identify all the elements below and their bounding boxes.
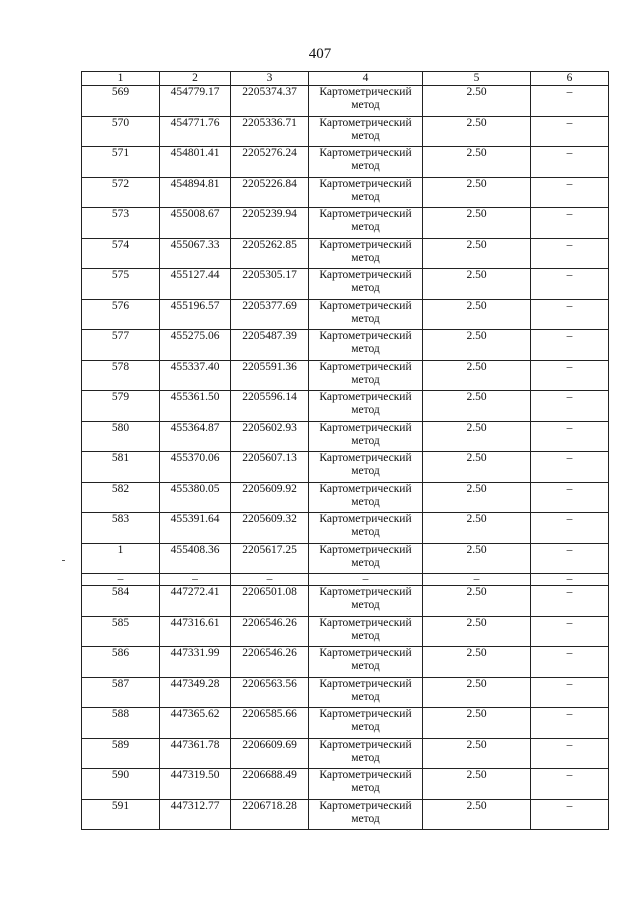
table-row [82, 647, 609, 678]
note-cell: – [531, 238, 609, 269]
x-coordinate-cell: 454894.81 [160, 177, 231, 208]
header-col-6: 6 [531, 72, 609, 86]
header-col-5: 5 [423, 72, 531, 86]
table-row [82, 513, 609, 544]
accuracy-cell: 2.50 [423, 269, 531, 300]
note-cell: – [531, 421, 609, 452]
note-cell: – [531, 147, 609, 178]
x-coordinate-cell: 455361.50 [160, 391, 231, 422]
point-number-cell: 580 [82, 421, 160, 452]
y-coordinate-cell: 2205607.13 [231, 452, 309, 483]
point-number-cell: 573 [82, 208, 160, 239]
point-number-cell: 590 [82, 769, 160, 800]
x-coordinate-cell: 455337.40 [160, 360, 231, 391]
y-coordinate-cell: 2206688.49 [231, 769, 309, 800]
accuracy-cell: 2.50 [423, 330, 531, 361]
accuracy-cell: – [423, 574, 531, 586]
note-cell: – [531, 738, 609, 769]
accuracy-cell: 2.50 [423, 360, 531, 391]
x-coordinate-cell: 447272.41 [160, 586, 231, 617]
table-row [82, 360, 609, 391]
y-coordinate-cell: 2205602.93 [231, 421, 309, 452]
y-coordinate-cell: 2205377.69 [231, 299, 309, 330]
table-row [82, 738, 609, 769]
note-cell: – [531, 574, 609, 586]
note-cell: – [531, 391, 609, 422]
note-cell: – [531, 360, 609, 391]
y-coordinate-cell: 2205617.25 [231, 543, 309, 574]
method-cell: Картометрический метод [309, 360, 423, 391]
point-number-cell: – [82, 574, 160, 586]
point-number-cell: 572 [82, 177, 160, 208]
note-cell: – [531, 647, 609, 678]
x-coordinate-cell: 447319.50 [160, 769, 231, 800]
y-coordinate-cell: 2206563.56 [231, 677, 309, 708]
x-coordinate-cell: 447331.99 [160, 647, 231, 678]
method-cell: Картометрический метод [309, 452, 423, 483]
accuracy-cell: 2.50 [423, 391, 531, 422]
method-cell: Картометрический метод [309, 421, 423, 452]
note-cell: – [531, 116, 609, 147]
method-cell: Картометрический метод [309, 482, 423, 513]
accuracy-cell: 2.50 [423, 482, 531, 513]
method-cell: Картометрический метод [309, 738, 423, 769]
point-number-cell: 578 [82, 360, 160, 391]
point-number-cell: 574 [82, 238, 160, 269]
accuracy-cell: 2.50 [423, 616, 531, 647]
accuracy-cell: 2.50 [423, 238, 531, 269]
y-coordinate-cell: 2205305.17 [231, 269, 309, 300]
accuracy-cell: 2.50 [423, 708, 531, 739]
x-coordinate-cell: 455008.67 [160, 208, 231, 239]
point-number-cell: 575 [82, 269, 160, 300]
note-cell: – [531, 513, 609, 544]
x-coordinate-cell: 455364.87 [160, 421, 231, 452]
x-coordinate-cell: 447349.28 [160, 677, 231, 708]
table-row [82, 269, 609, 300]
point-number-cell: 570 [82, 116, 160, 147]
x-coordinate-cell: 447312.77 [160, 799, 231, 830]
method-cell: Картометрический метод [309, 86, 423, 117]
table-row [82, 543, 609, 574]
header-col-3: 3 [231, 72, 309, 86]
point-number-cell: 588 [82, 708, 160, 739]
x-coordinate-cell: 447365.62 [160, 708, 231, 739]
method-cell: – [309, 574, 423, 586]
method-cell: Картометрический метод [309, 147, 423, 178]
table-row [82, 677, 609, 708]
method-cell: Картометрический метод [309, 769, 423, 800]
method-cell: Картометрический метод [309, 586, 423, 617]
table-row [82, 799, 609, 830]
note-cell: – [531, 616, 609, 647]
point-number-cell: 591 [82, 799, 160, 830]
note-cell: – [531, 86, 609, 117]
point-number-cell: 583 [82, 513, 160, 544]
accuracy-cell: 2.50 [423, 452, 531, 483]
note-cell: – [531, 482, 609, 513]
point-number-cell: 585 [82, 616, 160, 647]
accuracy-cell: 2.50 [423, 647, 531, 678]
note-cell: – [531, 543, 609, 574]
accuracy-cell: 2.50 [423, 421, 531, 452]
x-coordinate-cell: 455196.57 [160, 299, 231, 330]
note-cell: – [531, 299, 609, 330]
accuracy-cell: 2.50 [423, 543, 531, 574]
coordinates-table [81, 71, 609, 830]
table-row [82, 586, 609, 617]
table-body [82, 86, 609, 830]
x-coordinate-cell: – [160, 574, 231, 586]
x-coordinate-cell: 455067.33 [160, 238, 231, 269]
y-coordinate-cell: 2206501.08 [231, 586, 309, 617]
note-cell: – [531, 677, 609, 708]
x-coordinate-cell: 447361.78 [160, 738, 231, 769]
stray-mark [62, 560, 65, 561]
point-number-cell: 576 [82, 299, 160, 330]
point-number-cell: 569 [82, 86, 160, 117]
table-row [82, 147, 609, 178]
method-cell: Картометрический метод [309, 116, 423, 147]
method-cell: Картометрический метод [309, 616, 423, 647]
note-cell: – [531, 269, 609, 300]
note-cell: – [531, 330, 609, 361]
x-coordinate-cell: 455127.44 [160, 269, 231, 300]
point-number-cell: 579 [82, 391, 160, 422]
point-number-cell: 584 [82, 586, 160, 617]
method-cell: Картометрический метод [309, 513, 423, 544]
y-coordinate-cell: 2205262.85 [231, 238, 309, 269]
method-cell: Картометрический метод [309, 177, 423, 208]
y-coordinate-cell: 2205239.94 [231, 208, 309, 239]
y-coordinate-cell: 2206546.26 [231, 616, 309, 647]
x-coordinate-cell: 455391.64 [160, 513, 231, 544]
y-coordinate-cell: 2205374.37 [231, 86, 309, 117]
table-row [82, 391, 609, 422]
point-number-cell: 589 [82, 738, 160, 769]
accuracy-cell: 2.50 [423, 586, 531, 617]
y-coordinate-cell: 2205336.71 [231, 116, 309, 147]
note-cell: – [531, 586, 609, 617]
method-cell: Картометрический метод [309, 677, 423, 708]
y-coordinate-cell: 2205276.24 [231, 147, 309, 178]
accuracy-cell: 2.50 [423, 177, 531, 208]
y-coordinate-cell: 2205609.32 [231, 513, 309, 544]
table-row [82, 177, 609, 208]
accuracy-cell: 2.50 [423, 769, 531, 800]
x-coordinate-cell: 454779.17 [160, 86, 231, 117]
x-coordinate-cell: 454771.76 [160, 116, 231, 147]
y-coordinate-cell: 2205596.14 [231, 391, 309, 422]
y-coordinate-cell: 2206546.26 [231, 647, 309, 678]
accuracy-cell: 2.50 [423, 799, 531, 830]
method-cell: Картометрический метод [309, 708, 423, 739]
table-row [82, 86, 609, 117]
header-col-1: 1 [82, 72, 160, 86]
table-row [82, 208, 609, 239]
accuracy-cell: 2.50 [423, 86, 531, 117]
y-coordinate-cell: 2205591.36 [231, 360, 309, 391]
method-cell: Картометрический метод [309, 299, 423, 330]
accuracy-cell: 2.50 [423, 116, 531, 147]
y-coordinate-cell: 2205487.39 [231, 330, 309, 361]
header-col-4: 4 [309, 72, 423, 86]
y-coordinate-cell: – [231, 574, 309, 586]
point-number-cell: 582 [82, 482, 160, 513]
y-coordinate-cell: 2206718.28 [231, 799, 309, 830]
note-cell: – [531, 708, 609, 739]
table-row [82, 616, 609, 647]
table-row [82, 482, 609, 513]
method-cell: Картометрический метод [309, 208, 423, 239]
point-number-cell: 587 [82, 677, 160, 708]
point-number-cell: 1 [82, 543, 160, 574]
x-coordinate-cell: 455408.36 [160, 543, 231, 574]
point-number-cell: 577 [82, 330, 160, 361]
table-row [82, 116, 609, 147]
table-row [82, 421, 609, 452]
accuracy-cell: 2.50 [423, 147, 531, 178]
separator-row [82, 574, 609, 586]
note-cell: – [531, 769, 609, 800]
accuracy-cell: 2.50 [423, 208, 531, 239]
note-cell: – [531, 208, 609, 239]
method-cell: Картометрический метод [309, 647, 423, 678]
method-cell: Картометрический метод [309, 799, 423, 830]
table-row [82, 769, 609, 800]
point-number-cell: 586 [82, 647, 160, 678]
method-cell: Картометрический метод [309, 543, 423, 574]
table-row [82, 299, 609, 330]
page-number: 407 [308, 46, 332, 62]
method-cell: Картометрический метод [309, 238, 423, 269]
table-row [82, 330, 609, 361]
x-coordinate-cell: 455370.06 [160, 452, 231, 483]
table-row [82, 238, 609, 269]
point-number-cell: 581 [82, 452, 160, 483]
table-row [82, 708, 609, 739]
x-coordinate-cell: 455380.05 [160, 482, 231, 513]
point-number-cell: 571 [82, 147, 160, 178]
note-cell: – [531, 799, 609, 830]
note-cell: – [531, 177, 609, 208]
method-cell: Картометрический метод [309, 269, 423, 300]
y-coordinate-cell: 2206609.69 [231, 738, 309, 769]
x-coordinate-cell: 455275.06 [160, 330, 231, 361]
x-coordinate-cell: 447316.61 [160, 616, 231, 647]
note-cell: – [531, 452, 609, 483]
accuracy-cell: 2.50 [423, 738, 531, 769]
table-row [82, 452, 609, 483]
x-coordinate-cell: 454801.41 [160, 147, 231, 178]
accuracy-cell: 2.50 [423, 513, 531, 544]
accuracy-cell: 2.50 [423, 677, 531, 708]
header-row [82, 72, 609, 86]
y-coordinate-cell: 2205226.84 [231, 177, 309, 208]
method-cell: Картометрический метод [309, 330, 423, 361]
y-coordinate-cell: 2206585.66 [231, 708, 309, 739]
header-col-2: 2 [160, 72, 231, 86]
method-cell: Картометрический метод [309, 391, 423, 422]
y-coordinate-cell: 2205609.92 [231, 482, 309, 513]
accuracy-cell: 2.50 [423, 299, 531, 330]
